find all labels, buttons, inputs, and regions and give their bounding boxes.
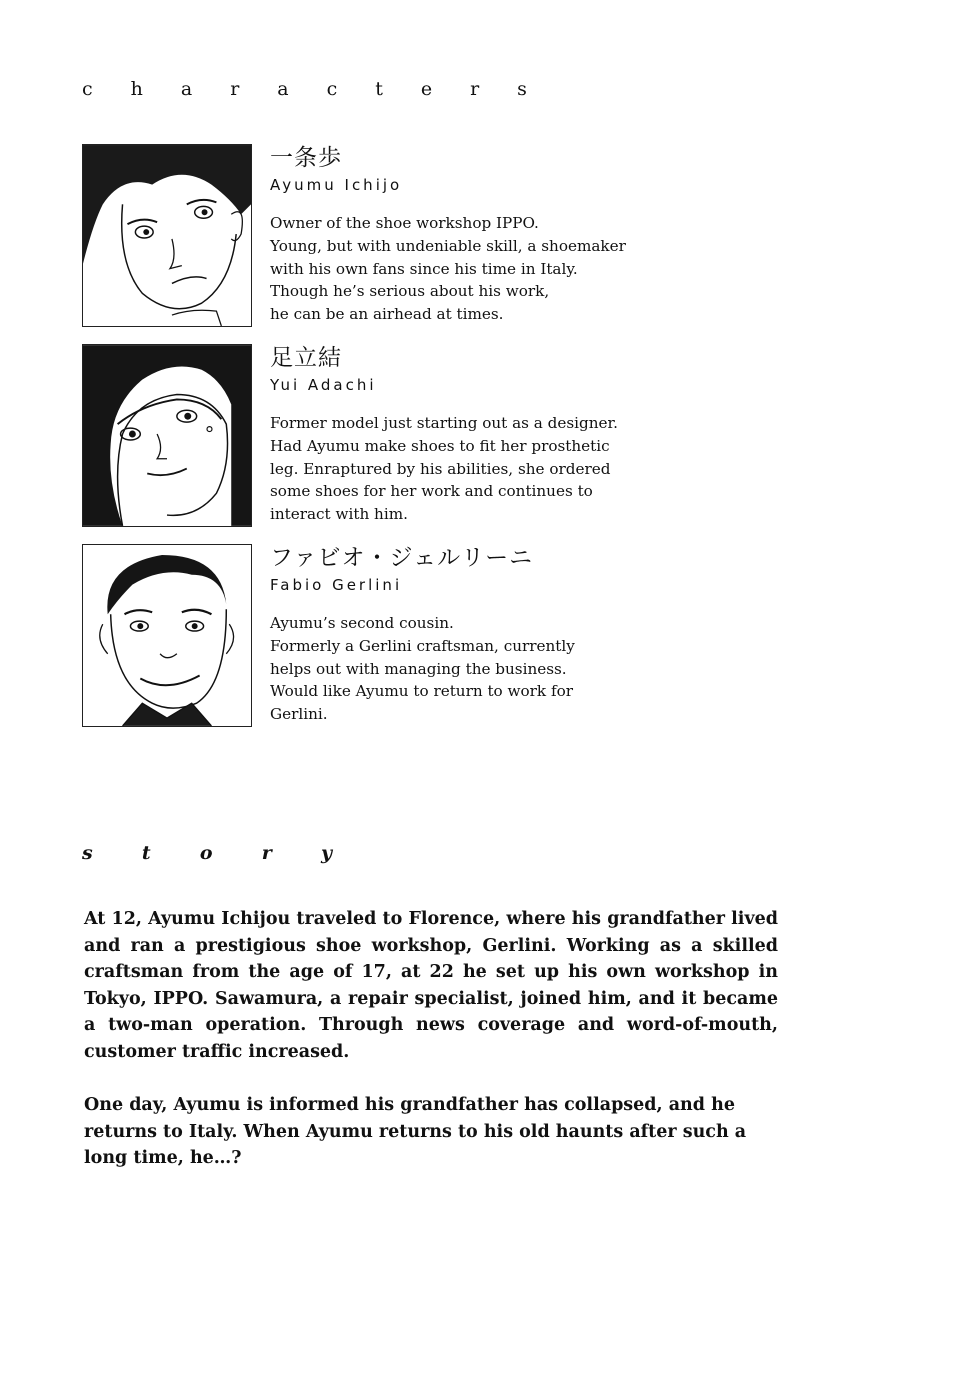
yui-portrait-drawing <box>83 345 251 526</box>
character-jp-name: ファビオ・ジェルリーニ <box>270 545 534 571</box>
character-en-name: Fabio Gerlini <box>270 576 403 594</box>
yui-portrait <box>82 344 252 527</box>
character-entry-ayumu <box>82 144 702 329</box>
fabio-info <box>270 544 575 726</box>
character-entry-fabio <box>82 544 702 729</box>
story-paragraph-2: One day, Ayumu is informed his grandfather has collapsed, and he returns to Italy. When Ayumu returns to his old haunts after such a long time, he…? <box>84 1095 747 1168</box>
ayumu-info <box>270 144 626 326</box>
character-en-name: Ayumu Ichijo <box>270 176 403 194</box>
character-description: Owner of the shoe workshop IPPO. Young, but with undeniable skill, a shoemaker with his own fans since his time in Italy. Though he’s serious about his work, he can be an airhead at times. <box>270 214 626 324</box>
character-description: Former model just starting out as a designer. Had Ayumu make shoes to fit her prosthetic leg. Enraptured by his abilities, she ordered some shoes for her work and continues to interact with him. <box>270 414 618 524</box>
character-jp-name: 一条歩 <box>270 145 342 171</box>
yui-info <box>270 344 618 526</box>
character-description: Ayumu’s second cousin. Formerly a Gerlini craftsman, currently helps out with managing the business. Would like Ayumu to return to work for Gerlini. <box>270 614 575 724</box>
ayumu-portrait <box>82 144 252 327</box>
characters-heading: c h a r a c t e r s <box>82 78 527 100</box>
ayumu-portrait-drawing <box>83 145 251 326</box>
fabio-portrait <box>82 544 252 727</box>
story-paragraph-1: At 12, Ayumu Ichijou traveled to Florence, where his grandfather lived and ran a prestigious shoe workshop, Gerlini. Working as a skilled craftsman from the age of 17, at 22 he set up his own workshop in Tokyo, IPPO. Sawamura, a repair specialist, joined him, and it became a two-man operation. Through news coverage and word-of-mouth, customer traffic increased. <box>84 909 778 1062</box>
character-jp-name: 足立結 <box>270 345 342 371</box>
fabio-portrait-drawing <box>83 545 251 726</box>
character-entry-yui <box>82 344 702 529</box>
character-en-name: Yui Adachi <box>270 376 377 394</box>
story-heading: s t o r y <box>82 842 332 864</box>
